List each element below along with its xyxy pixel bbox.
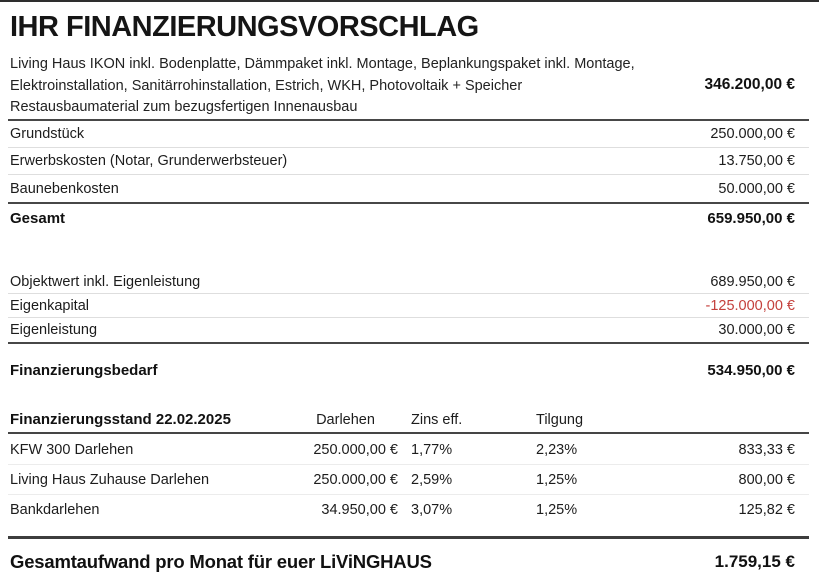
loan-repayment: 2,23% bbox=[536, 441, 578, 458]
loan-amount: 250.000,00 € bbox=[313, 441, 398, 458]
intro-line-2: Elektroinstallation, Sanitärrohinstallation, Estrich, WKH, Photovoltaik + Speicher bbox=[10, 77, 523, 94]
loan-table bbox=[0, 407, 819, 525]
financing-need-amount: 534.950,00 € bbox=[707, 362, 795, 379]
spacer bbox=[0, 344, 819, 357]
financing-need-label: Finanzierungsbedarf bbox=[10, 362, 158, 379]
cost-row-baunebenkosten bbox=[8, 175, 809, 202]
loan-repayment: 1,25% bbox=[536, 502, 578, 518]
cost-amount: 250.000,00 € bbox=[710, 126, 795, 142]
page-title: IHR FINANZIERUNGSVORSCHLAG bbox=[10, 11, 479, 43]
equity-amount: 689.950,00 € bbox=[710, 273, 795, 290]
cost-items-section bbox=[0, 121, 819, 233]
column-header-zins: Zins eff. bbox=[411, 411, 463, 428]
loan-name: KFW 300 Darlehen bbox=[10, 441, 134, 458]
spacer bbox=[0, 384, 819, 407]
equity-row-objektwert bbox=[8, 270, 809, 294]
cost-amount: 13.750,00 € bbox=[718, 153, 795, 169]
loan-interest: 3,07% bbox=[411, 502, 453, 518]
cost-amount: 50.000,00 € bbox=[718, 180, 795, 197]
cost-label: Erwerbskosten (Notar, Grunderwerbsteuer) bbox=[10, 153, 288, 169]
loan-name: Bankdarlehen bbox=[10, 502, 100, 518]
monthly-total-label: Gesamtaufwand pro Monat für euer LiViNGHAUS bbox=[10, 551, 432, 572]
cost-label: Grundstück bbox=[10, 126, 85, 142]
monthly-total-amount: 1.759,15 € bbox=[714, 552, 795, 571]
loan-table-title: Finanzierungsstand 22.02.2025 bbox=[10, 411, 231, 428]
column-header-tilgung: Tilgung bbox=[536, 411, 584, 428]
loan-row-kfw bbox=[8, 435, 809, 465]
intro-description bbox=[10, 54, 660, 119]
loan-interest: 2,59% bbox=[411, 471, 453, 488]
total-label: Gesamt bbox=[10, 210, 66, 227]
spacer bbox=[0, 233, 819, 270]
equity-label: Eigenleistung bbox=[10, 322, 98, 338]
cost-row-erwerbskosten bbox=[8, 148, 809, 175]
total-row bbox=[8, 204, 809, 233]
loan-monthly-rate: 125,82 € bbox=[738, 502, 795, 518]
loan-amount: 34.950,00 € bbox=[321, 502, 398, 518]
loan-table-header bbox=[8, 407, 809, 434]
intro-section bbox=[8, 54, 809, 119]
financing-need-row bbox=[8, 357, 809, 384]
monthly-total-row bbox=[8, 539, 809, 585]
equity-amount-negative: -125.000,00 € bbox=[705, 297, 795, 314]
loan-interest: 1,77% bbox=[411, 441, 453, 458]
cost-label: Baunebenkosten bbox=[10, 180, 119, 197]
loan-monthly-rate: 800,00 € bbox=[738, 471, 795, 488]
total-amount: 659.950,00 € bbox=[707, 210, 795, 227]
intro-line-3: Restausbaumaterial zum bezugsfertigen Innenausbau bbox=[10, 99, 358, 115]
intro-line-1: Living Haus IKON inkl. Bodenplatte, Dämmpaket inkl. Montage, Beplankungspaket inkl. Montage, bbox=[10, 56, 635, 72]
equity-section bbox=[0, 270, 819, 384]
loan-row-livinghaus bbox=[8, 465, 809, 495]
equity-amount: 30.000,00 € bbox=[718, 322, 795, 338]
loan-name: Living Haus Zuhause Darlehen bbox=[10, 471, 210, 488]
loan-row-bank bbox=[8, 495, 809, 525]
loan-monthly-rate: 833,33 € bbox=[738, 441, 795, 458]
equity-label: Objektwert inkl. Eigenleistung bbox=[10, 273, 201, 290]
house-package-amount: 346.200,00 € bbox=[704, 76, 795, 93]
equity-row-eigenkapital bbox=[8, 294, 809, 318]
equity-label: Eigenkapital bbox=[10, 297, 89, 314]
cost-row-grundstueck bbox=[8, 121, 809, 148]
loan-repayment: 1,25% bbox=[536, 471, 578, 488]
column-header-darlehen: Darlehen bbox=[316, 411, 375, 428]
equity-row-eigenleistung bbox=[8, 318, 809, 342]
loan-amount: 250.000,00 € bbox=[313, 471, 398, 488]
